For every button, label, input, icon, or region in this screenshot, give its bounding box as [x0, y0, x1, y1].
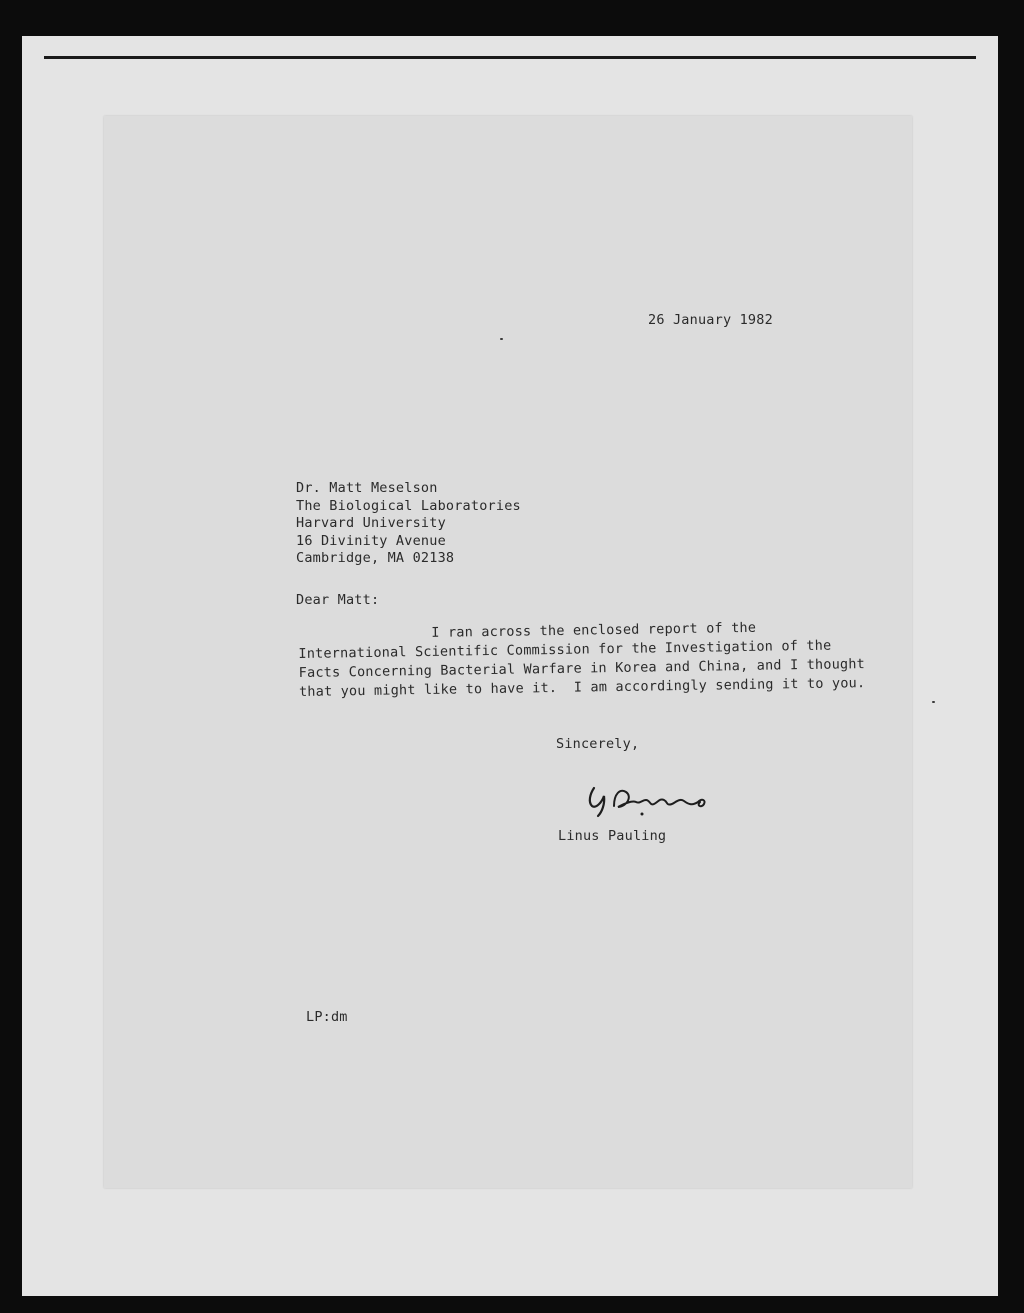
signer-name: Linus Pauling: [558, 828, 667, 844]
address-line: The Biological Laboratories: [296, 497, 521, 514]
address-line: Harvard University: [296, 515, 446, 531]
closing: Sincerely,: [556, 736, 640, 752]
letter-paper: [104, 116, 912, 1188]
body-line: International Scientific Commission for the Investigation of the: [298, 637, 832, 662]
address-line: Cambridge, MA 02138: [296, 550, 455, 566]
body-line: I ran across the enclosed report of the: [298, 619, 757, 643]
body-line: Facts Concerning Bacterial Warfare in Korea and China, and I thought: [298, 656, 866, 681]
address-line: 16 Divinity Avenue: [296, 532, 446, 549]
handwritten-signature: [580, 776, 730, 818]
salutation: Dear Matt:: [296, 592, 380, 608]
paper-speck: [500, 338, 503, 340]
address-line: Dr. Matt Meselson: [296, 480, 438, 496]
body-paragraph: [298, 617, 865, 702]
archival-mount: [22, 36, 998, 1296]
letter-date: 26 January 1982: [648, 312, 773, 328]
reference-initials: LP:dm: [306, 1009, 348, 1025]
recipient-address: [296, 480, 521, 568]
top-rule-line: [44, 56, 976, 59]
paper-speck: [932, 701, 935, 703]
body-line: that you might like to have it. I am accordingly sending it to you.: [298, 675, 866, 700]
